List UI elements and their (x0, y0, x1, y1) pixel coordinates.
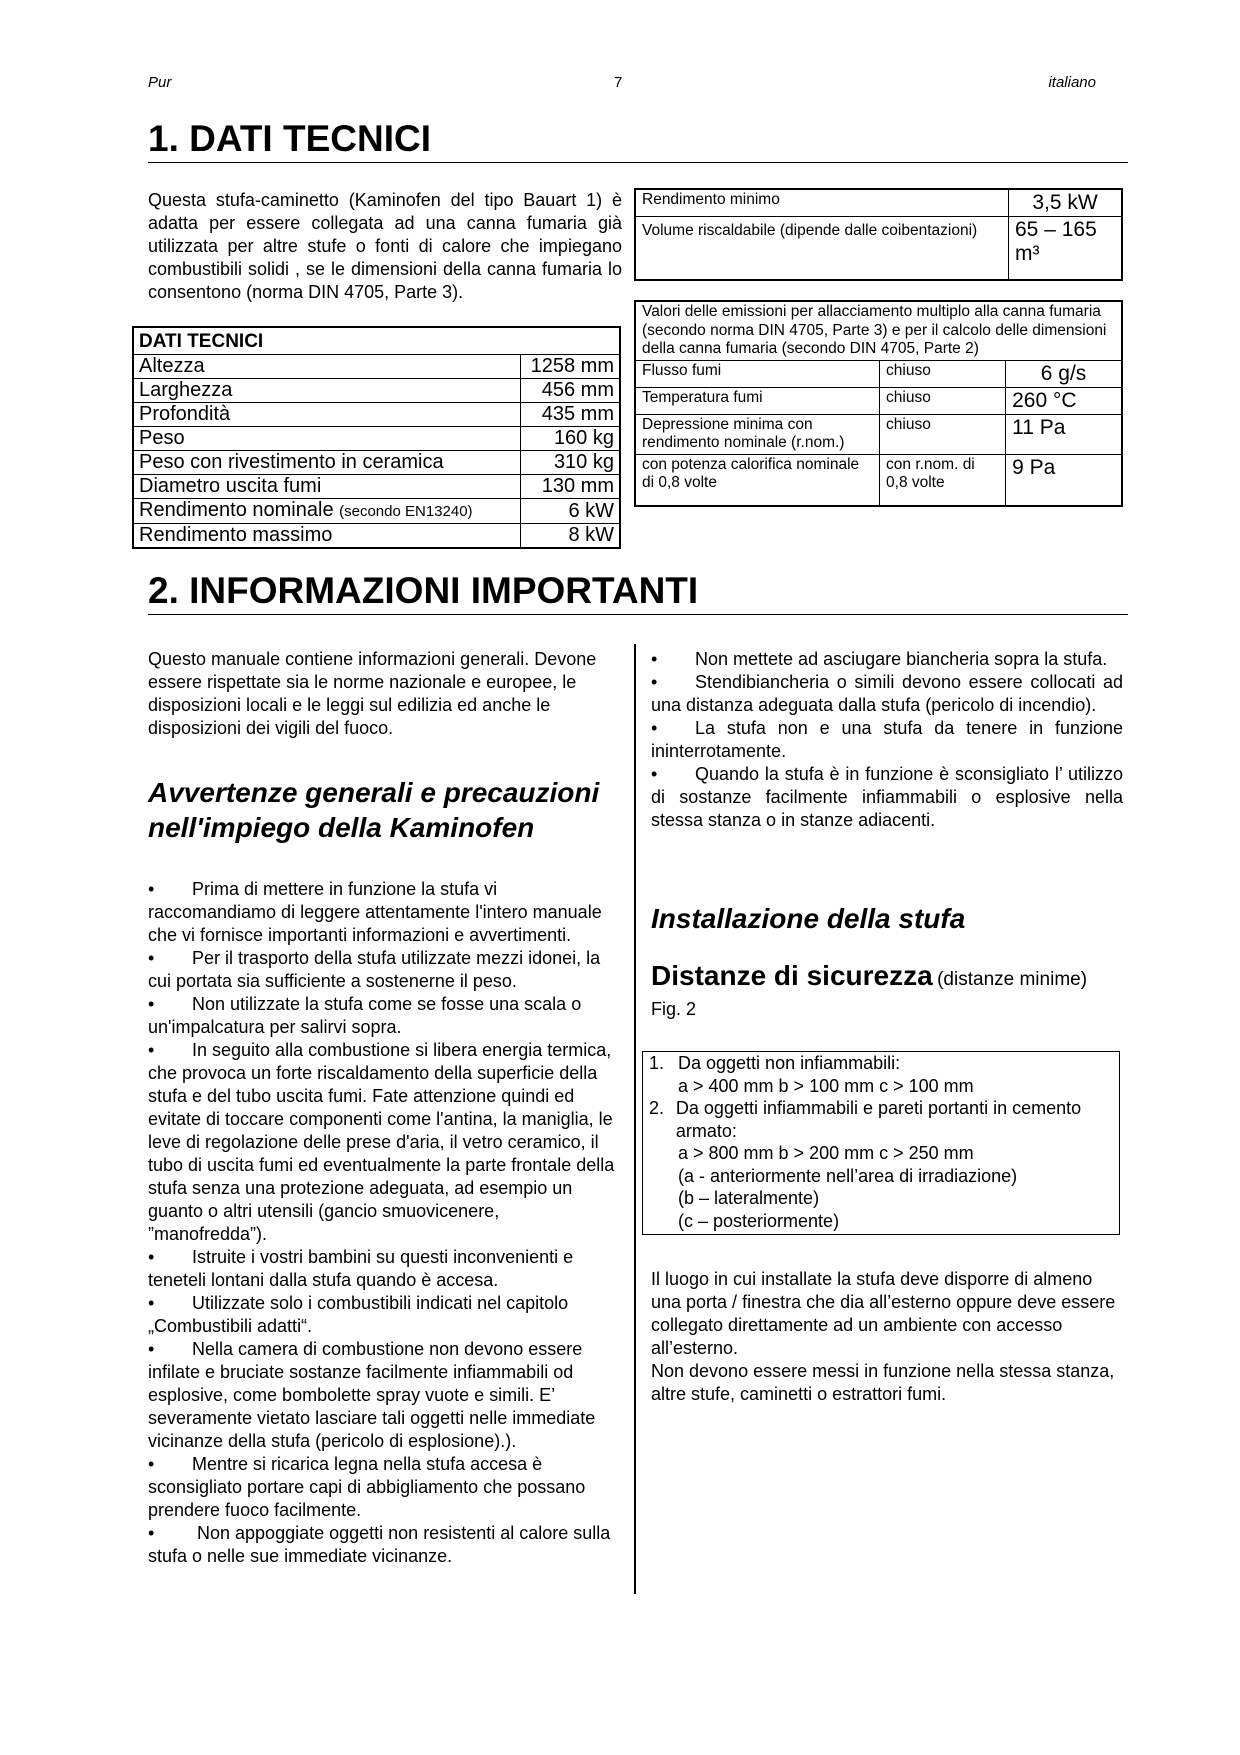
warnings-list (148, 878, 620, 1568)
table-row: Flusso fumi chiuso 6 g/s (635, 360, 1122, 387)
left-column (148, 648, 620, 1568)
page-number: 7 (614, 74, 623, 91)
table-row: Profondità 435 mm (133, 403, 620, 427)
header-left: Pur (148, 74, 172, 91)
right-warnings-list (651, 648, 1123, 832)
list-item: • Utilizzate solo i combustibili indicati nel capitolo „Combustibili adatti“. (148, 1293, 569, 1336)
emissions-table (634, 300, 1123, 507)
list-item: • Prima di mettere in funzione la stufa vi raccomandiamo di leggere attentamente l'intero manuale che vi fornisce importanti informazioni e avvertimenti. (148, 879, 602, 945)
table-row: Rendimento nominale (secondo EN13240) 6 kW (133, 499, 620, 524)
tech-table-title: DATI TECNICI (133, 327, 620, 355)
distances-box: 1. Da oggetti non infiammabili: a > 400 mm b > 100 mm c > 100 mm 2. Da oggetti infiammabili e pareti portanti in cemento armato: a > 800 mm b > 200 mm c > 250 mm (a - anteriormente nell’area di irradiazione) (b – lateralmente) (c – posteriormente) (642, 1051, 1120, 1235)
list-item: • In seguito alla combustione si libera energia termica, che provoca un forte riscaldamento della superficie della stufa e del tubo uscita fumi. Fate attenzione quindi ed evitate di toccare componenti come l'antina, la maniglia, le leve di regolazione delle prese d'aria, il vetro ceramico, il tubo di uscita fumi ed eventualmente la parte frontale della stufa senza una protezione adeguata, ad esempio un guanto o altri utensili (gancio smuovicenere, ”manofredda”). (148, 1040, 615, 1244)
list-item: • Mentre si ricarica legna nella stufa accesa è sconsigliato portare capi di abbigliamento che possano prendere fuoco facilmente. (148, 1454, 586, 1520)
list-item: • Stendibiancheria o simili devono essere collocati ad una distanza adeguata dalla stufa (pericolo di incendio). (651, 672, 1123, 715)
table-row: Depressione minima con rendimento nominale (r.nom.) chiuso 11 Pa (635, 414, 1122, 454)
header-language: italiano (1048, 74, 1096, 91)
list-item: • Non appoggiate oggetti non resistenti al calore sulla stufa o nelle sue immediate vicinanze. (148, 1523, 611, 1566)
list-item: • Per il trasporto della stufa utilizzate mezzi idonei, la cui portata sia sufficiente a sostenerne il peso. (148, 948, 601, 991)
table-row: Peso con rivestimento in ceramica 310 kg (133, 451, 620, 475)
intro-paragraph: Questa stufa-caminetto (Kaminofen del tipo Bauart 1) è adatta per essere collegata ad una canna fumaria già utilizzata per altre stufe o fonti di calore che impiegano combustibili solidi , se le dimensioni della canna fumaria lo consentono (norma DIN 4705, Parte 3). (148, 190, 622, 302)
column-divider (634, 644, 636, 1594)
emissions-table-header: Valori delle emissioni per allacciamento multiplo alla canna fumaria (secondo norma DIN 4705, Parte 3) e per il calcolo delle dimensioni della canna fumaria (secondo DIN 4705, Parte 2) (635, 301, 1122, 360)
list-item: • Istruite i vostri bambini su questi inconvenienti e teneteli lontani dalla stufa quando è accesa. (148, 1247, 574, 1290)
tech-data-table (132, 326, 621, 549)
power-volume-table (634, 188, 1123, 281)
section-title-informazioni: 2. INFORMAZIONI IMPORTANTI (148, 570, 1128, 615)
table-row: Rendimento massimo 8 kW (133, 524, 620, 549)
distances-heading: Distanze di sicurezza (distanze minime) (651, 960, 1088, 991)
install-heading: Installazione della stufa (651, 903, 966, 934)
list-item: • Non utilizzate la stufa come se fosse una scala o un'impalcatura per salirvi sopra. (148, 994, 582, 1037)
section-title-dati-tecnici: 1. DATI TECNICI (148, 118, 1128, 163)
list-item: • Non mettete ad asciugare biancheria sopra la stufa. (651, 649, 1108, 669)
info-intro-paragraph: Questo manuale contiene informazioni generali. Devone essere rispettate sia le norme nazionale e europee, le disposizioni locali e le leggi sul edilizia ed anche le disposizioni dei vigili del fuoco. (148, 649, 597, 738)
right-column (651, 648, 1123, 1021)
table-row: Volume riscaldabile (dipende dalle coibentazioni) 65 – 165 m³ (635, 217, 1122, 281)
list-item: • Quando la stufa è in funzione è sconsigliato l’ utilizzo di sostanze facilmente infiammabili o esplosive nella stessa stanza o in stanze adiacenti. (651, 764, 1123, 830)
closing-paragraph: Il luogo in cui installate la stufa deve disporre di almeno una porta / finestra che dia all’esterno oppure deve essere collegato direttamente ad un ambiente con accesso all’esterno. Non devono essere messi in funzione nella stessa stanza, altre stufe, caminetti o estrattori fumi. (651, 1269, 1116, 1404)
table-row: Peso 160 kg (133, 427, 620, 451)
table-row: con potenza calorifica nominale di 0,8 volte con r.nom. di 0,8 volte 9 Pa (635, 454, 1122, 506)
warnings-heading: Avvertenze generali e precauzioni nell'impiego della Kaminofen (148, 777, 600, 843)
table-row: Diametro uscita fumi 130 mm (133, 475, 620, 499)
figure-ref: Fig. 2 (651, 999, 697, 1019)
table-row: Altezza 1258 mm (133, 355, 620, 379)
table-row: Larghezza 456 mm (133, 379, 620, 403)
list-item: • Nella camera di combustione non devono essere infilate e bruciate sostanze facilmente infiammabili od esplosive, come bombolette spray vuote e simili. E’ severamente vietato lasciare tali oggetti nelle immediate vicinanze della stufa (pericolo di esplosione).). (148, 1339, 596, 1451)
list-item: • La stufa non e una stufa da tenere in funzione ininterrotamente. (651, 718, 1123, 761)
table-row: Rendimento minimo 3,5 kW (635, 189, 1122, 217)
table-row: Temperatura fumi chiuso 260 °C (635, 387, 1122, 414)
